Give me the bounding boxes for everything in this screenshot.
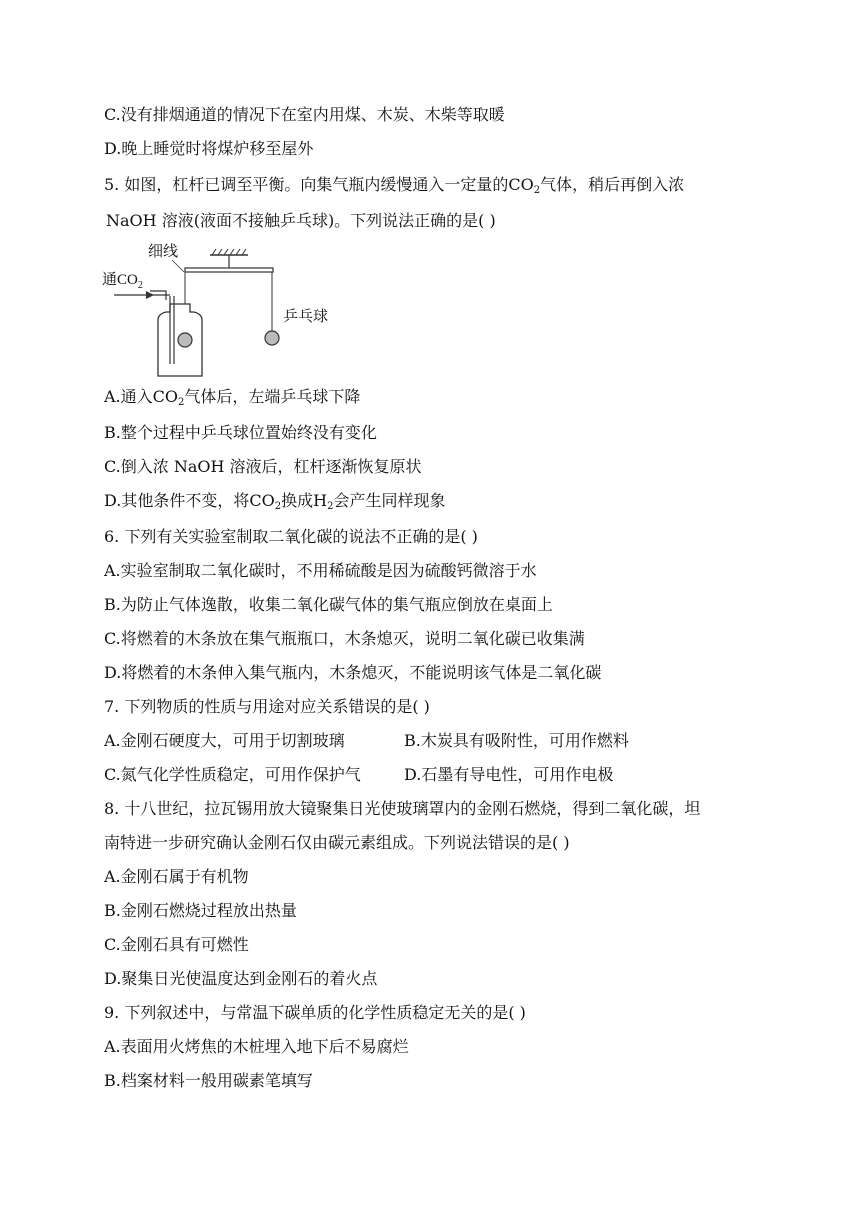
q6-option-d: D.将燃着的木条伸入集气瓶内，木条熄灭，不能说明该气体是二氧化碳	[104, 663, 602, 682]
q4-option-d: D.晚上睡觉时将煤炉移至屋外	[104, 139, 314, 158]
q9-option-b: B.档案材料一般用碳素笔填写	[104, 1071, 313, 1090]
q5-option-b: B.整个过程中乒乓球位置始终没有变化	[104, 423, 377, 442]
q6-option-c: C.将燃着的木条放在集气瓶瓶口，木条熄灭，说明二氧化碳已收集满	[104, 629, 585, 648]
q5-stem-line2: NaOH 溶液(液面不接触乒乓球)。下列说法正确的是( )	[106, 211, 496, 230]
q8-stem-line2: 南特进一步研究确认金刚石仅由碳元素组成。下列说法错误的是( )	[104, 833, 570, 852]
q7-option-d: D.石墨有导电性，可用作电极	[404, 765, 614, 784]
q8-option-b: B.金刚石燃烧过程放出热量	[104, 901, 297, 920]
q9-stem: 9. 下列叙述中，与常温下碳单质的化学性质稳定无关的是( )	[104, 1003, 526, 1022]
q6-option-b: B.为防止气体逸散，收集二氧化碳气体的集气瓶应倒放在桌面上	[104, 595, 553, 614]
q8-option-c: C.金刚石具有可燃性	[104, 935, 249, 954]
q7-options-row2	[104, 764, 361, 786]
label-ball: 乒乓球	[283, 309, 329, 325]
q5-option-a: A.通入$CO_2$气体后，左端乒乓球下降	[104, 387, 361, 408]
q7-option-c: C.氮气化学性质稳定，可用作保护气	[104, 765, 361, 784]
q8-stem-line1: 8. 十八世纪，拉瓦锡用放大镜聚集日光使玻璃罩内的金刚石燃烧，得到二氧化碳，坦	[104, 799, 701, 818]
q4-option-c: C.没有排烟通道的情况下在室内用煤、木炭、木柴等取暖	[104, 105, 505, 124]
lever-bar	[185, 268, 273, 272]
q8-option-d: D.聚集日光使温度达到金刚石的着火点	[104, 969, 378, 988]
q5-option-c: C.倒入浓 NaOH 溶液后，杠杆逐渐恢复原状	[104, 457, 422, 476]
left-ping-pong-ball	[178, 333, 192, 347]
label-thread: 细线	[148, 244, 179, 260]
q7-stem: 7. 下列物质的性质与用途对应关系错误的是( )	[104, 697, 430, 716]
q8-option-a: A.金刚石属于有机物	[104, 867, 249, 886]
label-inlet: 通$CO_2$	[102, 272, 143, 291]
q5-stem-line1: 5. 如图，杠杆已调至平衡。向集气瓶内缓慢通入一定量的$CO_2$气体，稍后再倒入浓	[104, 175, 685, 196]
lever-co2-apparatus-figure	[100, 240, 350, 380]
q7-option-b: B.木炭具有吸附性，可用作燃料	[404, 731, 629, 750]
q5-option-d: D.其他条件不变，将$CO_2$换成$H_2$会产生同样现象	[104, 491, 446, 512]
q7-options-row1	[104, 730, 345, 752]
q9-option-a: A.表面用火烤焦的木桩埋入地下后不易腐烂	[104, 1037, 409, 1056]
q6-stem: 6. 下列有关实验室制取二氧化碳的说法不正确的是( )	[104, 527, 478, 546]
q7-option-a: A.金刚石硬度大，可用于切割玻璃	[104, 731, 345, 750]
q6-option-a: A.实验室制取二氧化碳时，不用稀硫酸是因为硫酸钙微溶于水	[104, 561, 537, 580]
right-ping-pong-ball	[265, 331, 279, 345]
